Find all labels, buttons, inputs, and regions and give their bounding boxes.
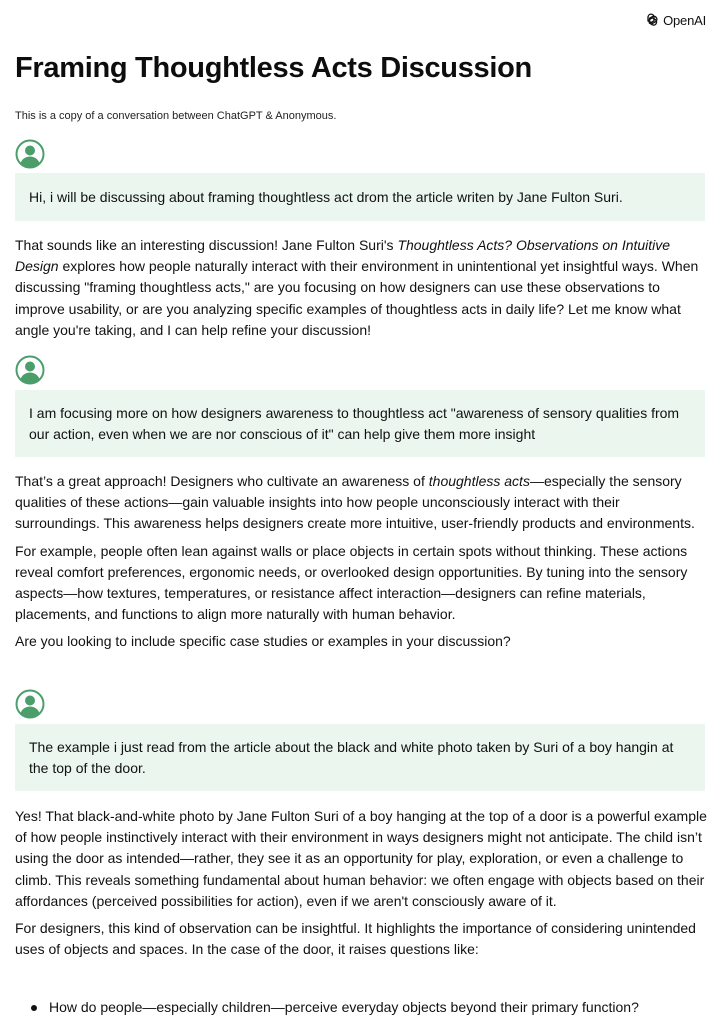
assistant-paragraph: Yes! That black-and-white photo by Jane Fulton Suri of a boy hanging at the top of a door is a powerful example of how people instinctively interact with their environment in ways designers might not anticipate. The child isn’t using the door as intended—rather, they see it as an opportunity for play, exploration, or even a challenge to climb. This reveals something fundamental about human behavior: we often engage with objects based on their affordances (perceived possibilities for action), even if we aren't consciously aware of it.	[15, 808, 707, 909]
list-item-text: How do people—especially children—perceive everyday objects beyond their primary function?	[49, 999, 639, 1015]
user-message-text: I am focusing more on how designers awareness to thoughtless act "awareness of sensory qualities from our action, even when we are nor conscious of it" can help give them more insight	[29, 404, 680, 442]
assistant-paragraph: For example, people often lean against walls or place objects in certain spots without thinking. These actions reveal comfort preferences, ergonomic needs, or overlooked design opportunities. By tuning into the sensory aspects—how textures, temperatures, or resistance affect interaction—designers can refine materials, placements, and functions to align more naturally with human behavior.	[15, 542, 688, 623]
list-item	[31, 997, 639, 1018]
assistant-paragraph: Are you looking to include specific case studies or examples in your discussion?	[15, 633, 511, 650]
user-message-text: Hi, i will be discussing about framing thoughtless act drom the article writen by Jane Fulton Suri.	[29, 188, 623, 205]
openai-logo-icon	[643, 12, 659, 28]
user-avatar	[15, 355, 45, 385]
user-message	[15, 724, 705, 791]
conversation-subtitle: This is a copy of a conversation between ChatGPT & Anonymous.	[15, 110, 337, 122]
assistant-message	[15, 235, 707, 341]
user-message-text: The example i just read from the article about the black and white photo taken by Suri of a boy hangin at the top of the door.	[29, 738, 674, 776]
openai-brand[interactable]	[643, 12, 706, 28]
user-avatar	[15, 689, 45, 719]
user-avatar-icon	[15, 689, 45, 719]
user-avatar-icon	[15, 139, 45, 169]
assistant-message	[15, 471, 707, 653]
brand-name: OpenAI	[663, 12, 706, 28]
assistant-message	[15, 806, 707, 960]
user-avatar	[15, 139, 45, 169]
bullet-icon	[31, 1005, 37, 1011]
page-title: Framing Thoughtless Acts Discussion	[15, 52, 532, 84]
user-message	[15, 390, 705, 457]
user-message	[15, 173, 705, 221]
assistant-paragraph: For designers, this kind of observation can be insightful. It highlights the importance of considering unintended uses of objects and spaces. In the case of the door, it raises questions like:	[15, 920, 696, 958]
assistant-paragraph: That sounds like an interesting discussion! Jane Fulton Suri's Thoughtless Acts? Observations on Intuitive Design explores how people naturally interact with their environment in unintentional yet insightful ways. When discussing "framing thoughtless acts," are you focusing on how designers can use these observations to improve usability, or are you analyzing specific examples of thoughtless acts in daily life? Let me know what angle you're taking, and I can help refine your discussion!	[15, 237, 699, 338]
assistant-paragraph: That’s a great approach! Designers who cultivate an awareness of thoughtless acts—especially the sensory qualities of these actions—gain valuable insights into how people unconsciously interact with their surroundings. This awareness helps designers create more intuitive, user-friendly products and environments.	[15, 473, 695, 532]
user-avatar-icon	[15, 355, 45, 385]
